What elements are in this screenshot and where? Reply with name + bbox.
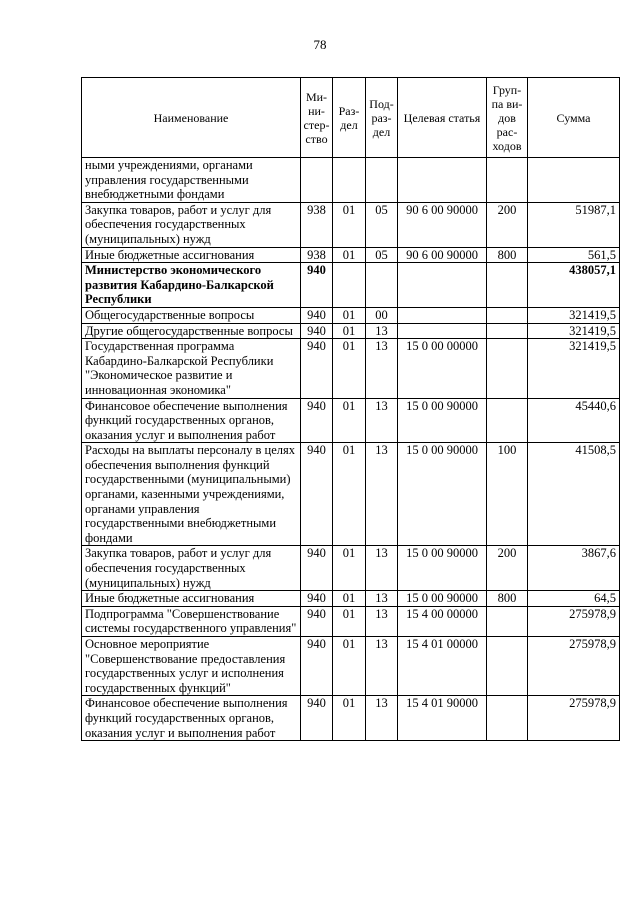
row-target-cell <box>398 323 487 339</box>
row-section-cell: 01 <box>333 443 366 546</box>
row-name-cell: Расходы на выплаты персоналу в целях обеспечения выполнения функций государственными (муниципальными) органами, казенными учреждениями, органами управления государственными внебюджетными фондами <box>82 443 301 546</box>
table-row <box>82 443 620 546</box>
row-ministry-cell: 940 <box>301 606 333 636</box>
row-ministry-cell: 940 <box>301 323 333 339</box>
row-subsection-cell: 13 <box>366 591 398 607</box>
row-subsection-cell <box>366 263 398 308</box>
row-name-cell: Государственная программа Кабардино-Балкарской Республики "Экономическое развитие и инновационная экономика" <box>82 339 301 398</box>
row-subsection-cell: 13 <box>366 696 398 741</box>
table-row <box>82 398 620 443</box>
row-target-cell: 90 6 00 90000 <box>398 247 487 263</box>
row-group-cell <box>487 398 528 443</box>
row-section-cell: 01 <box>333 546 366 591</box>
table-row <box>82 606 620 636</box>
row-sum-cell: 3867,6 <box>528 546 620 591</box>
row-ministry-cell: 940 <box>301 637 333 696</box>
row-target-cell: 15 0 00 90000 <box>398 591 487 607</box>
row-subsection-cell: 13 <box>366 606 398 636</box>
header-group: Груп-па ви-дов рас-ходов <box>487 78 528 158</box>
row-name-cell: Другие общегосударственные вопросы <box>82 323 301 339</box>
row-target-cell: 15 0 00 90000 <box>398 546 487 591</box>
row-sum-cell: 275978,9 <box>528 696 620 741</box>
row-sum-cell: 45440,6 <box>528 398 620 443</box>
row-subsection-cell: 13 <box>366 323 398 339</box>
row-subsection-cell: 13 <box>366 443 398 546</box>
row-group-cell: 100 <box>487 443 528 546</box>
table-row <box>82 696 620 741</box>
table-row <box>82 247 620 263</box>
row-section-cell <box>333 158 366 203</box>
row-target-cell <box>398 307 487 323</box>
row-section-cell: 01 <box>333 247 366 263</box>
row-subsection-cell: 00 <box>366 307 398 323</box>
row-group-cell <box>487 263 528 308</box>
row-name-cell: Основное мероприятие "Совершенствование предоставления государственных услуг и исполнения государственных функций" <box>82 637 301 696</box>
row-group-cell <box>487 339 528 398</box>
row-sum-cell: 51987,1 <box>528 202 620 247</box>
row-section-cell: 01 <box>333 398 366 443</box>
row-section-cell: 01 <box>333 202 366 247</box>
row-sum-cell <box>528 158 620 203</box>
row-section-cell: 01 <box>333 606 366 636</box>
table-row <box>82 263 620 308</box>
row-section-cell: 01 <box>333 307 366 323</box>
row-sum-cell: 561,5 <box>528 247 620 263</box>
row-group-cell: 800 <box>487 247 528 263</box>
row-section-cell: 01 <box>333 339 366 398</box>
row-ministry-cell: 940 <box>301 398 333 443</box>
table-row <box>82 339 620 398</box>
row-ministry-cell: 940 <box>301 263 333 308</box>
row-subsection-cell: 13 <box>366 398 398 443</box>
table-row <box>82 546 620 591</box>
table-row <box>82 202 620 247</box>
row-section-cell: 01 <box>333 696 366 741</box>
header-ministry: Ми-ни-стер-ство <box>301 78 333 158</box>
row-sum-cell: 275978,9 <box>528 606 620 636</box>
row-name-cell: Министерство экономического развития Кабардино-Балкарской Республики <box>82 263 301 308</box>
row-name-cell: Финансовое обеспечение выполнения функций государственных органов, оказания услуг и выполнения работ <box>82 696 301 741</box>
row-group-cell: 200 <box>487 546 528 591</box>
header-sum: Сумма <box>528 78 620 158</box>
table-row <box>82 307 620 323</box>
row-subsection-cell <box>366 158 398 203</box>
row-target-cell: 15 4 00 00000 <box>398 606 487 636</box>
row-section-cell <box>333 263 366 308</box>
header-subsection: Под-раз-дел <box>366 78 398 158</box>
row-sum-cell: 321419,5 <box>528 339 620 398</box>
row-ministry-cell: 940 <box>301 546 333 591</box>
header-section: Раз-дел <box>333 78 366 158</box>
row-section-cell: 01 <box>333 591 366 607</box>
row-sum-cell: 275978,9 <box>528 637 620 696</box>
row-ministry-cell: 940 <box>301 339 333 398</box>
row-target-cell: 15 0 00 90000 <box>398 443 487 546</box>
row-sum-cell: 64,5 <box>528 591 620 607</box>
header-target: Целевая статья <box>398 78 487 158</box>
row-ministry-cell: 940 <box>301 696 333 741</box>
row-group-cell <box>487 696 528 741</box>
row-sum-cell: 41508,5 <box>528 443 620 546</box>
row-target-cell: 15 0 00 00000 <box>398 339 487 398</box>
row-target-cell: 90 6 00 90000 <box>398 202 487 247</box>
row-subsection-cell: 13 <box>366 546 398 591</box>
row-group-cell <box>487 323 528 339</box>
row-sum-cell: 438057,1 <box>528 263 620 308</box>
row-target-cell: 15 4 01 00000 <box>398 637 487 696</box>
row-sum-cell: 321419,5 <box>528 323 620 339</box>
row-sum-cell: 321419,5 <box>528 307 620 323</box>
row-name-cell: Иные бюджетные ассигнования <box>82 247 301 263</box>
row-ministry-cell: 940 <box>301 591 333 607</box>
row-name-cell: Закупка товаров, работ и услуг для обеспечения государственных (муниципальных) нужд <box>82 202 301 247</box>
row-subsection-cell: 13 <box>366 339 398 398</box>
row-group-cell <box>487 158 528 203</box>
row-group-cell: 800 <box>487 591 528 607</box>
row-ministry-cell: 938 <box>301 247 333 263</box>
table-row <box>82 323 620 339</box>
row-subsection-cell: 05 <box>366 202 398 247</box>
table-row <box>82 591 620 607</box>
row-group-cell: 200 <box>487 202 528 247</box>
row-name-cell: ными учреждениями, органами управления государственными внебюджетными фондами <box>82 158 301 203</box>
row-ministry-cell: 940 <box>301 443 333 546</box>
row-section-cell: 01 <box>333 323 366 339</box>
row-target-cell: 15 4 01 90000 <box>398 696 487 741</box>
header-name: Наименование <box>82 78 301 158</box>
row-name-cell: Подпрограмма "Совершенствование системы государственного управления" <box>82 606 301 636</box>
table-row <box>82 158 620 203</box>
row-ministry-cell: 938 <box>301 202 333 247</box>
row-ministry-cell <box>301 158 333 203</box>
row-name-cell: Иные бюджетные ассигнования <box>82 591 301 607</box>
row-section-cell: 01 <box>333 637 366 696</box>
row-name-cell: Общегосударственные вопросы <box>82 307 301 323</box>
row-target-cell <box>398 263 487 308</box>
row-group-cell <box>487 307 528 323</box>
table-row <box>82 637 620 696</box>
row-target-cell: 15 0 00 90000 <box>398 398 487 443</box>
page-number: 78 <box>313 37 327 52</box>
row-group-cell <box>487 637 528 696</box>
table-header-row <box>82 78 620 158</box>
row-name-cell: Финансовое обеспечение выполнения функций государственных органов, оказания услуг и выполнения работ <box>82 398 301 443</box>
row-subsection-cell: 05 <box>366 247 398 263</box>
table-body <box>82 158 620 741</box>
row-subsection-cell: 13 <box>366 637 398 696</box>
budget-table <box>81 77 620 741</box>
row-target-cell <box>398 158 487 203</box>
row-name-cell: Закупка товаров, работ и услуг для обеспечения государственных (муниципальных) нужд <box>82 546 301 591</box>
row-ministry-cell: 940 <box>301 307 333 323</box>
row-group-cell <box>487 606 528 636</box>
